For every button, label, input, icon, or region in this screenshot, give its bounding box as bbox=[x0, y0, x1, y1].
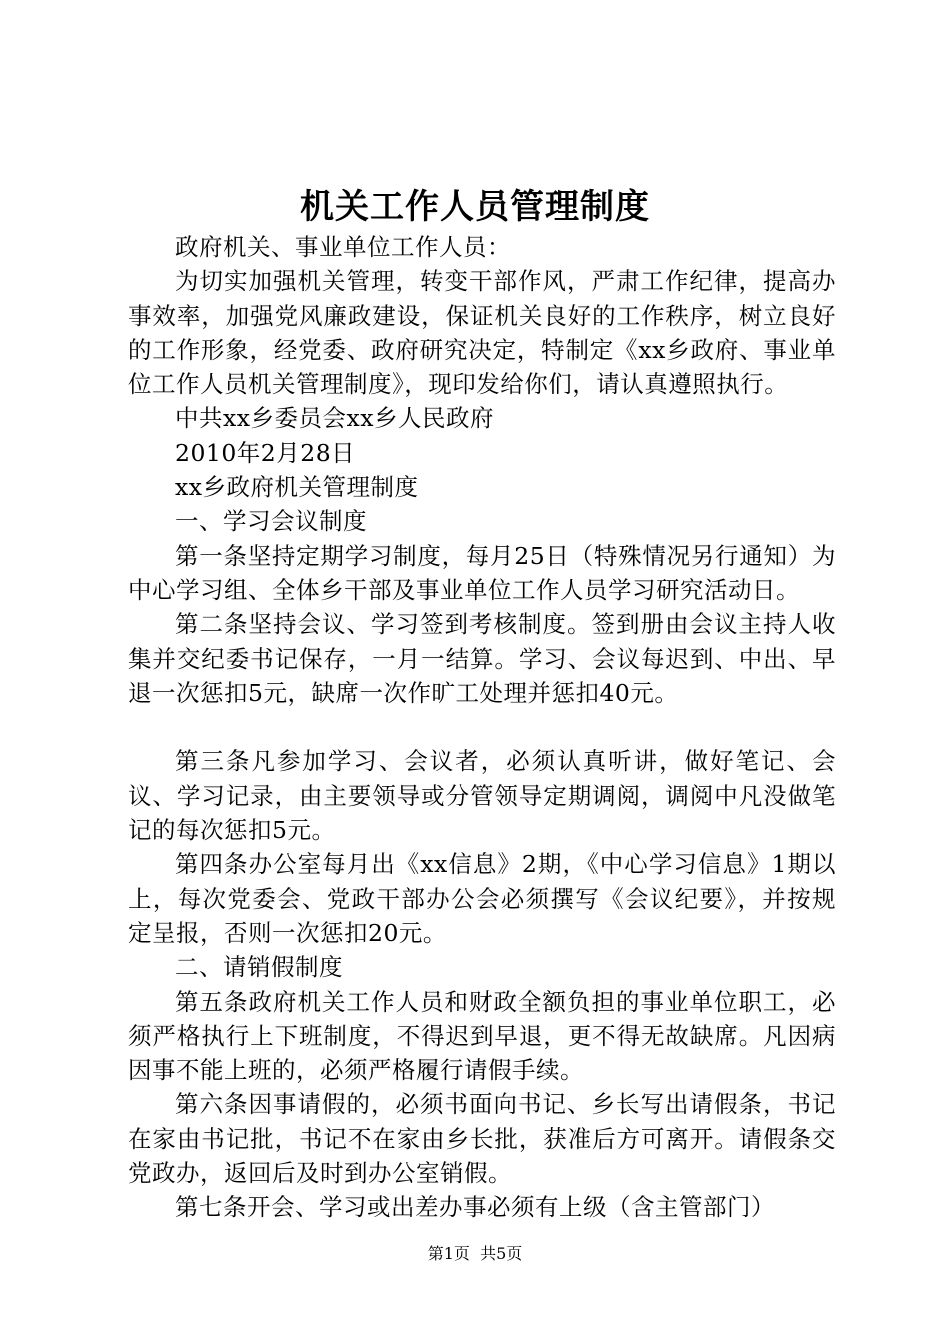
article-5: 第五条政府机关工作人员和财政全额负担的事业单位职工，必须严格执行上下班制度，不得迟到早退，更不得无故缺席。凡因病因事不能上班的，必须严格履行请假手续。 bbox=[128, 987, 836, 1085]
article-6: 第六条因事请假的，必须书面向书记、乡长写出请假条，书记在家由书记批，书记不在家由乡长批，获准后方可离开。请假条交党政办，返回后及时到办公室销假。 bbox=[128, 1090, 836, 1188]
chapter-heading-1: 一、学习会议制度 bbox=[175, 507, 367, 536]
blank-line bbox=[128, 710, 836, 744]
article-7: 第七条开会、学习或出差办事必须有上级（含主管部门） bbox=[175, 1193, 775, 1222]
article-4: 第四条办公室每月出《xx信息》2期，《中心学习信息》1期以上，每次党委会、党政干部办公会必须撰写《会议纪要》，并按规定呈报，否则一次惩扣20元。 bbox=[128, 850, 836, 947]
article-2: 第二条坚持会议、学习签到考核制度。签到册由会议主持人收集并交纪委书记保存，一月一结算。学习、会议每迟到、中出、早退一次惩扣5元，缺席一次作旷工处理并惩扣40元。 bbox=[128, 610, 836, 707]
date-line: 2010年2月28日 bbox=[175, 438, 356, 467]
intro-paragraph: 为切实加强机关管理，转变干部作风，严肃工作纪律，提高办事效率，加强党风廉政建设，保证机关良好的工作秩序，树立良好的工作形象，经党委、政府研究决定，特制定《xx乡政府、事业单位工作人员机关管理制度》，现印发给你们，请认真遵照执行。 bbox=[128, 267, 836, 399]
document-body bbox=[128, 230, 836, 1225]
chapter-heading-2: 二、请销假制度 bbox=[175, 953, 343, 982]
issuer-line: 中共xx乡委员会xx乡人民政府 bbox=[175, 404, 495, 433]
article-1: 第一条坚持定期学习制度，每月25日（特殊情况另行通知）为中心学习组、全体乡干部及事业单位工作人员学习研究活动日。 bbox=[128, 541, 836, 604]
section-heading: xx乡政府机关管理制度 bbox=[175, 473, 419, 502]
document-title: 机关工作人员管理制度 bbox=[300, 187, 650, 227]
page-footer bbox=[0, 1244, 950, 1264]
page-total: 共5页 bbox=[480, 1244, 523, 1263]
article-3: 第三条凡参加学习、会议者，必须认真听讲，做好笔记、会议、学习记录，由主要领导或分管领导定期调阅，调阅中凡没做笔记的每次惩扣5元。 bbox=[128, 747, 836, 845]
salutation: 政府机关、事业单位工作人员： bbox=[175, 233, 511, 261]
page-number: 第1页 bbox=[427, 1244, 470, 1263]
